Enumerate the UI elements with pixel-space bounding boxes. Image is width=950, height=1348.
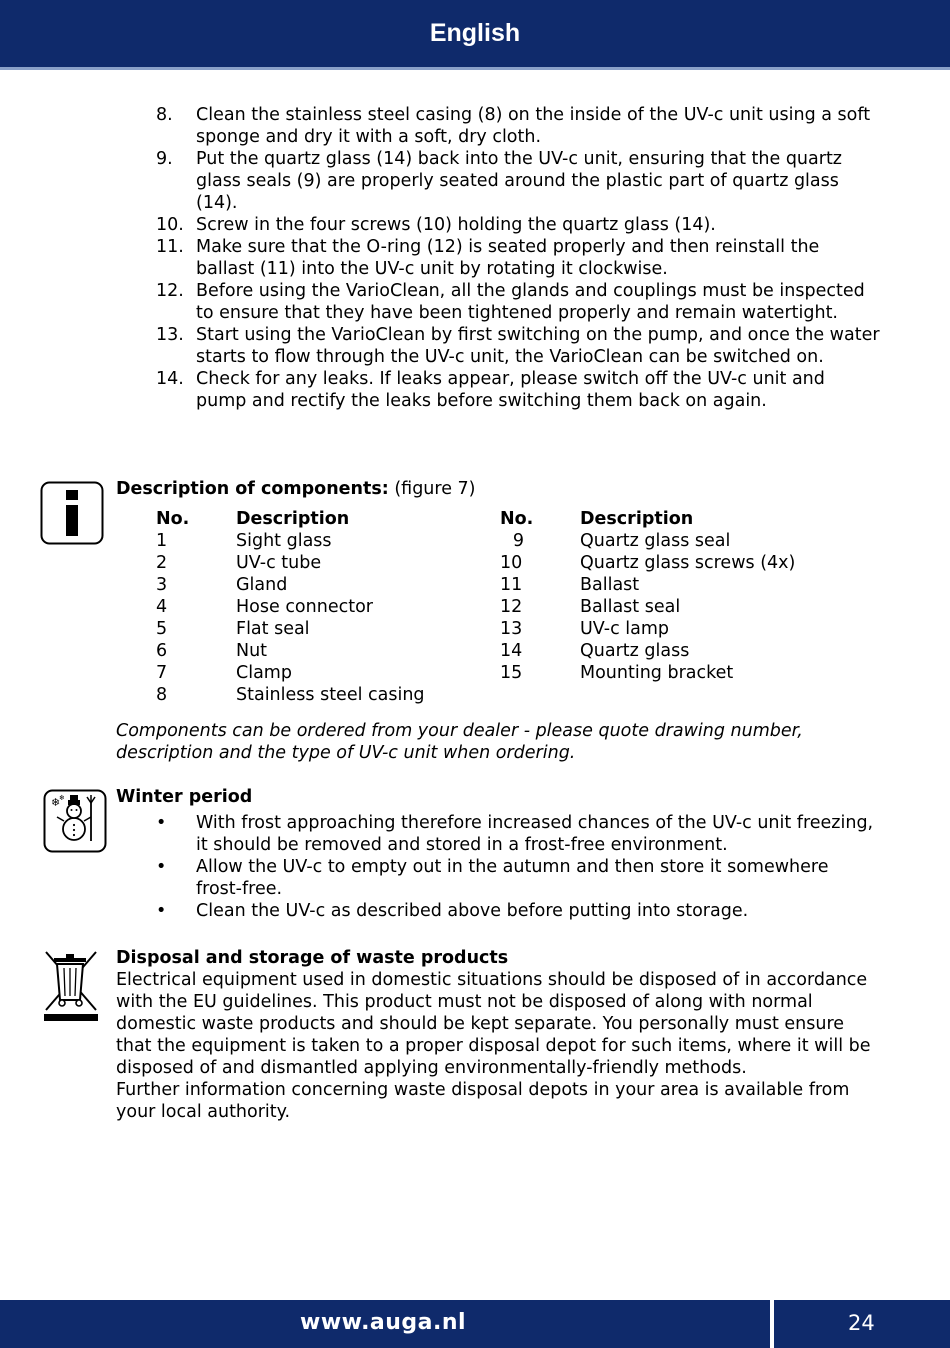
list-item — [140, 104, 880, 148]
component-number: 9 — [512, 531, 524, 551]
column-header: No. — [156, 509, 190, 529]
component-description: Flat seal — [236, 619, 310, 639]
list-item — [140, 324, 880, 368]
page-footer — [0, 1300, 950, 1348]
component-description: UV-c tube — [236, 553, 322, 573]
component-number: 11 — [500, 575, 523, 595]
component-number: 1 — [156, 531, 168, 551]
snowman-icon — [43, 789, 107, 857]
component-number: 15 — [500, 663, 523, 683]
list-item — [140, 236, 880, 280]
component-description: Ballast — [580, 575, 640, 595]
component-description: Mounting bracket — [580, 663, 734, 683]
component-description: Quartz glass — [580, 641, 690, 661]
component-number: 6 — [156, 641, 168, 661]
page-language-title: English — [429, 19, 521, 47]
component-number: 12 — [500, 597, 523, 617]
figure-reference: (figure 7) — [394, 479, 476, 499]
component-number: 4 — [156, 597, 168, 617]
list-item — [140, 214, 880, 236]
column-header: No. — [500, 509, 534, 529]
component-description: Clamp — [236, 663, 292, 683]
info-icon — [40, 481, 104, 549]
step-text: Put the quartz glass (14) back into the UV-c unit, ensuring that the quartz glass seals (9) are properly seated around the plastic part of quartz glass (14). — [196, 149, 842, 213]
disposal-section — [116, 947, 872, 1123]
ordering-note: Components can be ordered from your dealer - please quote drawing number, description and the type of UV-c unit when ordering. — [116, 721, 803, 763]
step-text: Clean the stainless steel casing (8) on the inside of the UV-c unit using a soft sponge and dry it with a soft, dry cloth. — [196, 105, 871, 147]
component-number: 14 — [500, 641, 523, 661]
step-number: 12. — [156, 281, 184, 301]
bullet-dot: • — [156, 813, 167, 833]
step-text: Before using the VarioClean, all the glands and couplings must be inspected to ensure that they have been tightened properly and remain watertight. — [196, 281, 865, 323]
component-number: 13 — [500, 619, 523, 639]
crossed-bin-icon — [42, 948, 100, 1028]
bullet-text: With frost approaching therefore increased chances of the UV-c unit freezing, it should be removed and stored in a frost-free environment. — [196, 813, 874, 855]
component-number: 5 — [156, 619, 168, 639]
step-text: Screw in the four screws (10) holding the quartz glass (14). — [196, 215, 716, 235]
page-header — [0, 0, 950, 70]
instruction-steps — [140, 104, 880, 412]
step-number: 11. — [156, 237, 184, 257]
component-description: Gland — [236, 575, 288, 595]
step-text: Start using the VarioClean by first switching on the pump, and once the water starts to flow through the UV-c unit, the VarioClean can be switched on. — [196, 325, 880, 367]
winter-title: Winter period — [116, 787, 253, 807]
component-description: Ballast seal — [580, 597, 681, 617]
list-item — [156, 856, 876, 900]
column-header: Description — [580, 509, 694, 529]
bullet-text: Allow the UV-c to empty out in the autumn and then store it somewhere frost-free. — [196, 857, 829, 899]
component-description: Sight glass — [236, 531, 332, 551]
disposal-paragraph: Further information concerning waste disposal depots in your area is available from your local authority. — [116, 1080, 850, 1122]
component-number: 2 — [156, 553, 168, 573]
component-description: Quartz glass screws (4x) — [580, 553, 796, 573]
component-number: 10 — [500, 553, 523, 573]
component-description: UV-c lamp — [580, 619, 669, 639]
component-number: 3 — [156, 575, 168, 595]
components-heading — [116, 478, 476, 500]
bullet-dot: • — [156, 901, 167, 921]
step-number: 9. — [156, 149, 173, 169]
page-number: 24 — [848, 1311, 875, 1335]
footer-divider — [770, 1300, 774, 1348]
list-item — [140, 148, 880, 214]
winter-bullets — [156, 812, 876, 922]
component-number: 7 — [156, 663, 168, 683]
step-number: 8. — [156, 105, 173, 125]
step-text: Make sure that the O-ring (12) is seated properly and then reinstall the ballast (11) into the UV-c unit by rotating it clockwise. — [196, 237, 820, 279]
component-description: Nut — [236, 641, 268, 661]
component-description: Quartz glass seal — [580, 531, 731, 551]
list-item — [156, 900, 876, 922]
column-header: Description — [236, 509, 350, 529]
step-number: 14. — [156, 369, 184, 389]
svg-text:❄: ❄ — [51, 796, 61, 809]
website-link[interactable]: www.auga.nl — [300, 1310, 467, 1335]
bullet-text: Clean the UV-c as described above before putting into storage. — [196, 901, 749, 921]
components-title: Description of components: — [116, 479, 389, 499]
step-text: Check for any leaks. If leaks appear, please switch off the UV-c unit and pump and rectify the leaks before switching them back on again. — [196, 369, 825, 411]
component-number: 8 — [156, 685, 168, 705]
step-number: 13. — [156, 325, 184, 345]
disposal-paragraph: Electrical equipment used in domestic situations should be disposed of in accordance with the EU guidelines. This product must not be disposed of along with normal domestic waste products and should be kept separate. You personally must ensure that the equipment is taken to a proper disposal depot for such items, where it will be disposed of and dismantled applying environmentally-friendly methods. — [116, 970, 871, 1078]
disposal-title: Disposal and storage of waste products — [116, 948, 509, 968]
component-description: Stainless steel casing — [236, 685, 425, 705]
list-item — [140, 280, 880, 324]
component-description: Hose connector — [236, 597, 373, 617]
svg-text:❄: ❄ — [59, 794, 65, 802]
bullet-dot: • — [156, 857, 167, 877]
list-item — [156, 812, 876, 856]
list-item — [140, 368, 880, 412]
step-number: 10. — [156, 215, 184, 235]
